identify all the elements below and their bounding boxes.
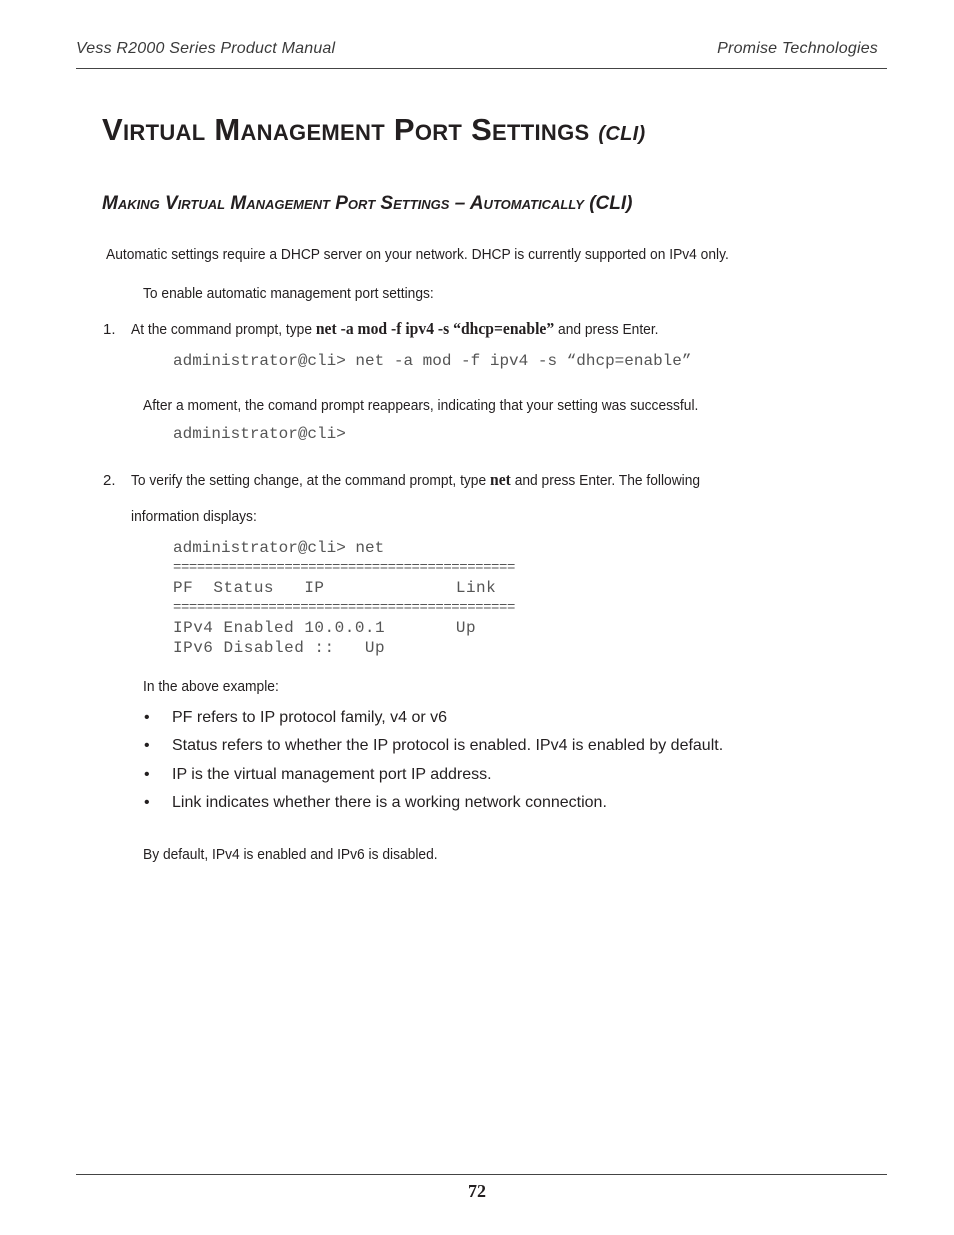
step-2-before: To verify the setting change, at the command prompt, type [131, 472, 491, 489]
bullet-text: Link indicates whether there is a working network connection. [172, 794, 607, 811]
closing-paragraph: By default, IPv4 is enabled and IPv6 is disabled. [143, 846, 438, 863]
step-1-code: administrator@cli> net -a mod -f ipv4 -s “dhcp=enable” [173, 352, 692, 370]
code-separator: =========================================== [173, 600, 515, 616]
bullet-item [144, 709, 448, 727]
step-1-prompt: administrator@cli> [173, 425, 346, 443]
step-2-number: 2. [103, 472, 116, 489]
step-1-after: and press Enter. [554, 321, 659, 338]
bullet-text: Status refers to whether the IP protocol is enabled. IPv4 is enabled by default. [172, 737, 724, 754]
bullet-item [144, 737, 724, 755]
step-1-number: 1. [103, 321, 116, 338]
step-1-before: At the command prompt, type [131, 321, 316, 338]
code-line: IPv6 Disabled :: Up [173, 639, 386, 657]
example-lead: In the above example: [143, 678, 279, 695]
section-heading-main: Making Virtual Management Port Settings – Automatically [102, 193, 584, 214]
bullet-item [144, 766, 492, 784]
running-header-company: Promise Technologies [717, 40, 878, 57]
bullet-glyph: • [144, 737, 150, 754]
step-2-after: and press Enter. The following [510, 472, 701, 489]
net-output-block [173, 538, 515, 658]
bullet-glyph: • [144, 766, 150, 783]
step-2-continuation: information displays: [131, 508, 257, 525]
page-number: 72 [468, 1181, 486, 1201]
bullet-glyph: • [144, 709, 150, 726]
bullet-item [144, 794, 607, 812]
bullet-glyph: • [144, 794, 150, 811]
section-heading [102, 193, 632, 215]
bullet-text: PF refers to IP protocol family, v4 or v6 [172, 709, 448, 726]
page-title-cli: (CLI) [598, 123, 646, 145]
code-line: IPv4 Enabled 10.0.0.1 Up [173, 619, 477, 637]
bullet-text: IP is the virtual management port IP address. [172, 766, 492, 783]
lead-paragraph: To enable automatic management port settings: [143, 285, 434, 302]
step-2-command: net [490, 470, 511, 489]
intro-paragraph: Automatic settings require a DHCP server on your network. DHCP is currently supported on IPv4 only. [106, 246, 729, 263]
header-rule [76, 68, 887, 69]
code-separator: =========================================== [173, 560, 515, 576]
running-header-title: Vess R2000 Series Product Manual [76, 40, 336, 57]
code-line: PF Status IP Link [173, 579, 497, 597]
step-1-text [131, 319, 659, 339]
footer-rule [76, 1174, 887, 1175]
step-1-command: net -a mod -f ipv4 -s “dhcp=enable” [315, 319, 555, 338]
page-title [102, 112, 645, 148]
page-title-main: Virtual Management Port Settings [102, 112, 590, 147]
step-2-text [131, 470, 700, 490]
section-heading-cli: (CLI) [589, 193, 633, 214]
code-line: administrator@cli> net [173, 539, 385, 557]
step-1-result: After a moment, the comand prompt reappears, indicating that your setting was successful. [143, 397, 699, 414]
